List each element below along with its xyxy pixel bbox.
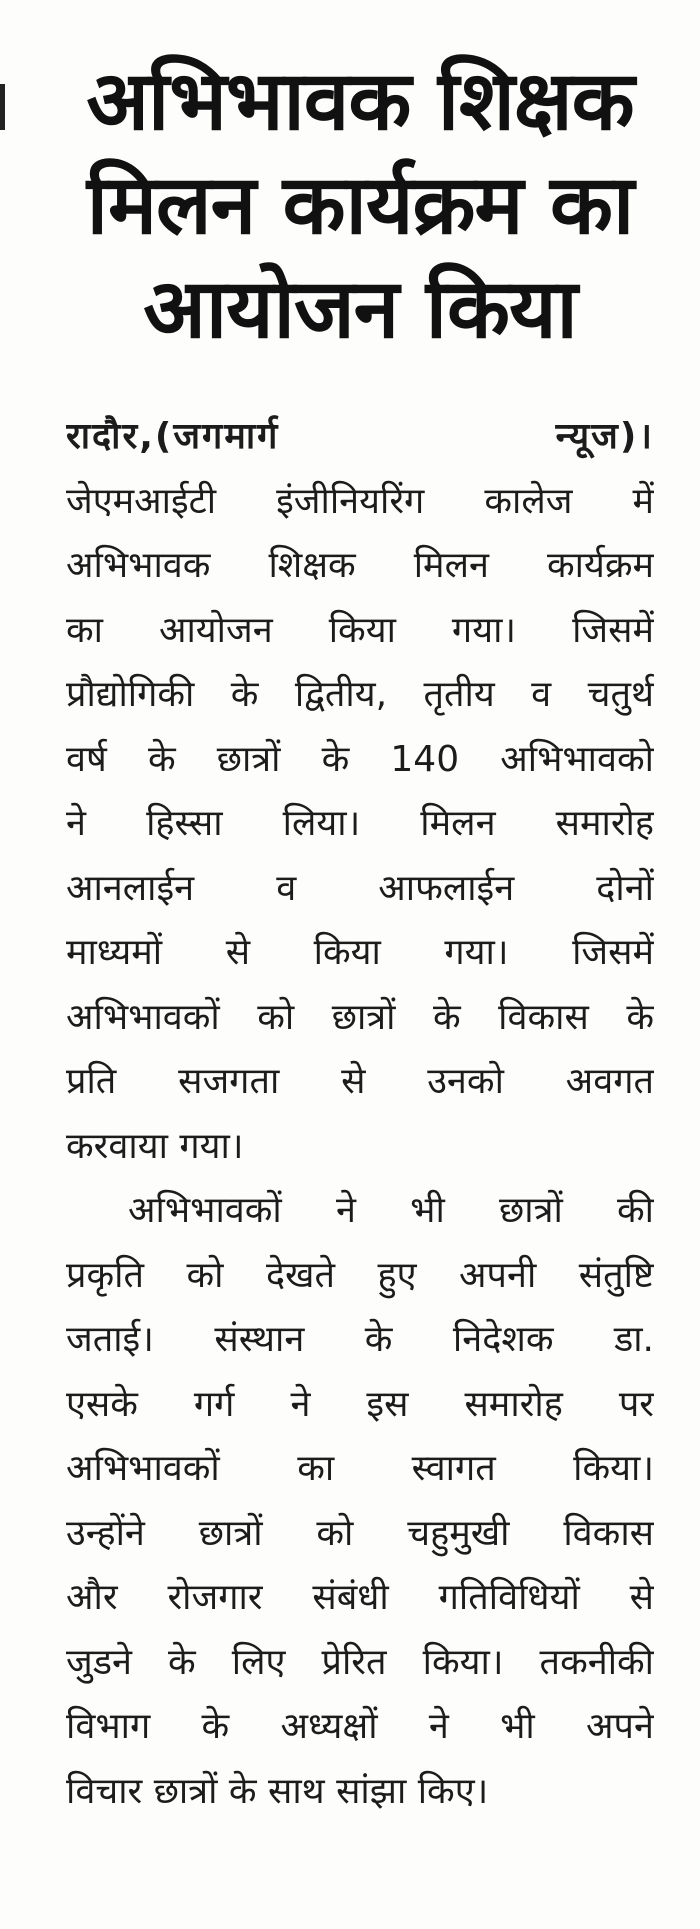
text-line: प्रति सजगता से उनको अवगत (66, 1061, 654, 1102)
text-line: अभिभावकों को छात्रों के विकास के (66, 996, 654, 1038)
text-line: प्रकृति को देखते हुए अपनी संतुष्टि (66, 1254, 654, 1296)
text-line: अभिभावकों ने भी छात्रों की (128, 1190, 654, 1231)
paragraph-2 (66, 1179, 654, 1824)
text-line: वर्ष के छात्रों के 140 अभिभावको (66, 738, 654, 780)
headline-line-2: मिलन कार्यक्रम का (86, 158, 634, 253)
text-line: अभिभावकों का स्वागत किया। (66, 1448, 654, 1489)
text-line: का आयोजन किया गया। जिसमें (66, 609, 654, 651)
article-body (66, 405, 654, 1824)
headline-line-1: अभिभावक शिक्षक (86, 54, 634, 149)
dateline: रादौर,(जगमार्ग न्यूज)। (66, 416, 654, 457)
paragraph-1 (66, 470, 654, 1180)
text-line: अभिभावक शिक्षक मिलन कार्यक्रम (66, 545, 654, 586)
headline (40, 50, 680, 362)
text-line: माध्यमों से किया गया। जिसमें (66, 932, 654, 973)
text-line: जताई। संस्थान के निदेशक डा. (66, 1319, 654, 1360)
text-line: उन्होंने छात्रों को चहुमुखी विकास (66, 1512, 654, 1554)
text-line: एसके गर्ग ने इस समारोह पर (66, 1383, 654, 1425)
text-line: प्रौद्योगिकी के द्वितीय, तृतीय व चतुर्थ (66, 674, 654, 715)
text-line: ने हिस्सा लिया। मिलन समारोह (66, 803, 654, 844)
headline-line-3: आयोजन किया (143, 262, 577, 357)
text-line: विचार छात्रों के साथ सांझा किए। (66, 1770, 489, 1812)
text-line: करवाया गया। (66, 1125, 244, 1167)
text-line: और रोजगार संबंधी गतिविधियों से (66, 1577, 654, 1618)
margin-rule (0, 84, 5, 130)
text-line: आनलाईन व आफलाईन दोनों (66, 867, 654, 909)
text-line: विभाग के अध्यक्षों ने भी अपने (66, 1706, 654, 1747)
text-line: जुडने के लिए प्रेरित किया। तकनीकी (66, 1641, 654, 1683)
text-line: जेएमआईटी इंजीनियरिंग कालेज में (66, 480, 654, 522)
